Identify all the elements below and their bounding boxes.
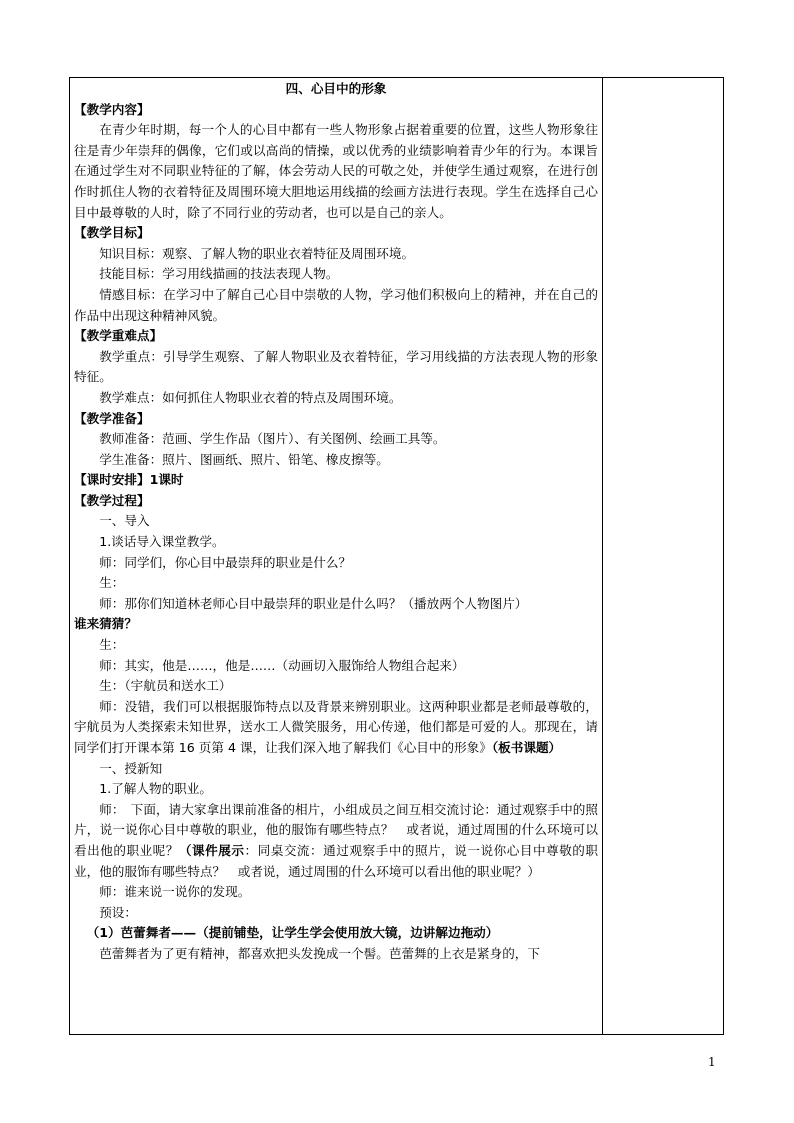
section-heading-process: 【教学过程】 <box>74 492 150 508</box>
intro-item-1: 1.谈话导入课堂教学。 <box>99 534 225 550</box>
section-heading-goals: 【教学目标】 <box>74 225 150 241</box>
dialogue-line <box>74 800 598 882</box>
dialogue-text: 师：那你们知道林老师心目中最崇拜的职业是什么吗？（播放两个人物图片） <box>99 595 528 611</box>
dialogue-text: ：同桌交流：通过观察手中的照片，说一说你心目中尊敬的职业，他的服饰有哪些特点？ 或者说，通过周围的什么环境可以看出他的职业呢？） <box>74 842 599 879</box>
dialogue-line: 生：（宇航员和送水工） <box>99 678 232 694</box>
goal-skill: 技能目标：学习用线描画的技法表现人物。 <box>99 266 339 282</box>
dialogue-text: 师：没错，我们可以根据服饰特点以及背景来辨别职业。这两种职业都是老师最尊敬的，宇航员为人类探索未知世界，送水工人微笑服务，用心传递，他们都是可爱的人。那现在，请同学们打开课本第 16 页第 4 课，让我们深入地了解我们《心目中的形象》 <box>74 698 598 755</box>
board-title-note: （板书课题） <box>491 740 562 755</box>
step-new-knowledge-heading: 一、授新知 <box>99 760 163 776</box>
content-paragraph: 在青少年时期，每一个人的心目中都有一些人物形象占据着重要的位置，这些人物形象往往是青少年崇拜的偶像，它们或以高尚的情操，或以优秀的业绩影响着青少年的行为。本课旨在通过学生对不同职业特征的了解，体会劳动人民的可敬之处，并使学生通过观察，在进行创作时抓住人物的衣着特征及周围环境大胆地运用线描的绘画方法进行表现。学生在选择自己心目中最尊敬的人时，除了不同行业的劳动者，也可以是自己的亲人。 <box>74 122 598 220</box>
step-intro-heading: 一、导入 <box>99 513 150 529</box>
column-divider <box>602 77 603 1035</box>
dialogue-bold-text: 谁来猜猜？ <box>74 616 137 632</box>
difficult-point: 教学难点：如何抓住人物职业衣着的特点及周围环境。 <box>99 389 402 405</box>
teacher-preparation: 教师准备：范画、学生作品（图片）、有关图例、绘画工具等。 <box>99 431 446 447</box>
dialogue-line <box>74 697 598 759</box>
section-heading-preparation: 【教学准备】 <box>74 410 150 426</box>
student-preparation: 学生准备：照片、图画纸、照片、铅笔、橡皮擦等。 <box>99 451 389 467</box>
section-heading-content: 【教学内容】 <box>74 101 150 117</box>
ballet-heading: （1）芭蕾舞者——（提前铺垫，让学生学会使用放大镜，边讲解边拖动） <box>86 925 499 941</box>
dialogue-line: 师：同学们，你心目中最崇拜的职业是什么？ <box>99 554 352 570</box>
lesson-content <box>74 79 598 965</box>
dialogue-text: 师： 下面，请大家拿出课前准备的相片，小组成员之间互相交流讨论：通过观察手中的照片，说一说你心目中尊敬的职业，他的服饰有哪些特点？ 或者说，通过周围的什么环境可以看出他的职业呢？ <box>74 801 598 858</box>
section-heading-key-points: 【教学重难点】 <box>74 328 163 344</box>
dialogue-line: 师：谁来说一说你的发现。 <box>99 884 251 900</box>
key-point: 教学重点：引导学生观察、了解人物职业及衣着特征，学习用线描的方法表现人物的形象特征。 <box>74 348 598 385</box>
preset-label: 预设： <box>99 904 137 920</box>
page-title: 四、心目中的形象 <box>285 81 387 96</box>
courseware-label: （课件展示 <box>178 842 245 858</box>
dialogue-line: 生： <box>99 637 125 653</box>
goal-emotion: 情感目标：在学习中了解自己心目中崇敬的人物，学习他们积极向上的精神，并在自己的作品中出现这种精神风貌。 <box>74 286 598 323</box>
ballet-paragraph: 芭蕾舞者为了更有精神，都喜欢把头发挽成一个髻。芭蕾舞的上衣是紧身的，下 <box>99 945 540 961</box>
page-number: 1 <box>708 1055 716 1069</box>
dialogue-line: 师：其实，他是……，他是……（动画切入服饰给人物组合起来） <box>99 657 465 673</box>
new-knowledge-item-1: 1.了解人物的职业。 <box>99 781 212 797</box>
section-heading-schedule: 【课时安排】1课时 <box>74 472 184 488</box>
dialogue-line <box>74 594 598 635</box>
dialogue-line: 生： <box>99 575 125 591</box>
goal-knowledge: 知识目标：观察、了解人物的职业衣着特征及周围环境。 <box>99 245 415 261</box>
